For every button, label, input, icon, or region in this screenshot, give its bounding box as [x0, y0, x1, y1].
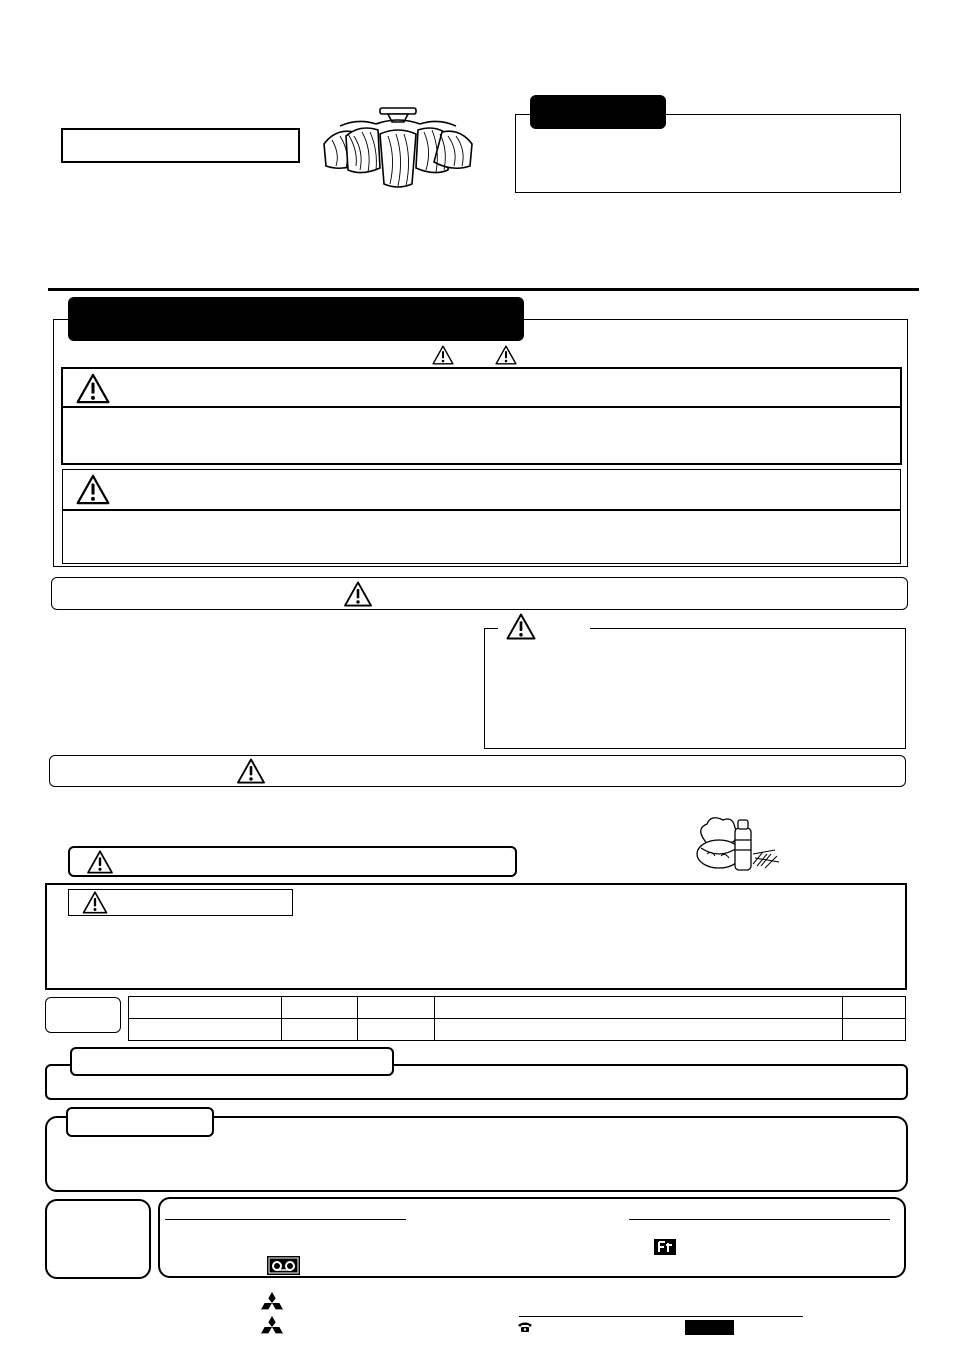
contact-divider-left: [165, 1219, 406, 1220]
table-cell: [358, 997, 435, 1019]
warning-icon: [76, 474, 110, 505]
mitsubishi-logo-icon: [257, 1292, 287, 1314]
safety-title-bar: [68, 297, 524, 341]
phone-icon: [517, 1321, 533, 1333]
warning-icon: [236, 758, 266, 784]
chemical-banner: [68, 846, 517, 877]
warning-icon: [82, 891, 108, 914]
warning-icon: [86, 850, 114, 874]
model-label-box: [61, 128, 300, 163]
section-b-title: [66, 1107, 214, 1137]
contact-divider-right: [629, 1219, 890, 1220]
fax-icon: [654, 1239, 676, 1255]
table-row: [129, 1019, 906, 1041]
section-a-title: [70, 1047, 394, 1076]
contact-label-box: [45, 1199, 151, 1279]
table-cell: [843, 1019, 906, 1041]
table-cell: [843, 997, 906, 1019]
caution-body: [62, 509, 901, 564]
warning-icon-legend-1: [432, 345, 454, 365]
table-cell: [281, 1019, 358, 1041]
usage-banner: [49, 755, 906, 787]
spec-label-box: [45, 997, 121, 1033]
table-cell: [435, 997, 843, 1019]
maker-phone-badge: [685, 1320, 734, 1335]
table-row: [129, 997, 906, 1019]
table-cell: [129, 1019, 282, 1041]
table-cell: [281, 997, 358, 1019]
cleaning-products-illustration: [693, 810, 785, 876]
chandelier-illustration: [318, 106, 478, 192]
warning-icon: [506, 613, 536, 640]
table-cell: [358, 1019, 435, 1041]
warning-icon: [343, 581, 373, 607]
danger-body: [61, 406, 902, 465]
table-cell: [129, 997, 282, 1019]
warning-icon: [76, 373, 110, 404]
top-rule: [48, 288, 919, 291]
spec-table: [128, 996, 906, 1041]
maker-divider: [519, 1316, 803, 1317]
mitsubishi-logo-icon: [257, 1316, 287, 1338]
install-banner: [51, 577, 908, 610]
caution-header: [62, 469, 901, 510]
danger-header: [61, 367, 902, 408]
warning-icon-legend-2: [495, 345, 517, 365]
side-caution-box: [484, 628, 906, 749]
notice-header-bar: [530, 95, 666, 129]
table-cell: [435, 1019, 843, 1041]
free-dial-icon: [267, 1256, 300, 1275]
